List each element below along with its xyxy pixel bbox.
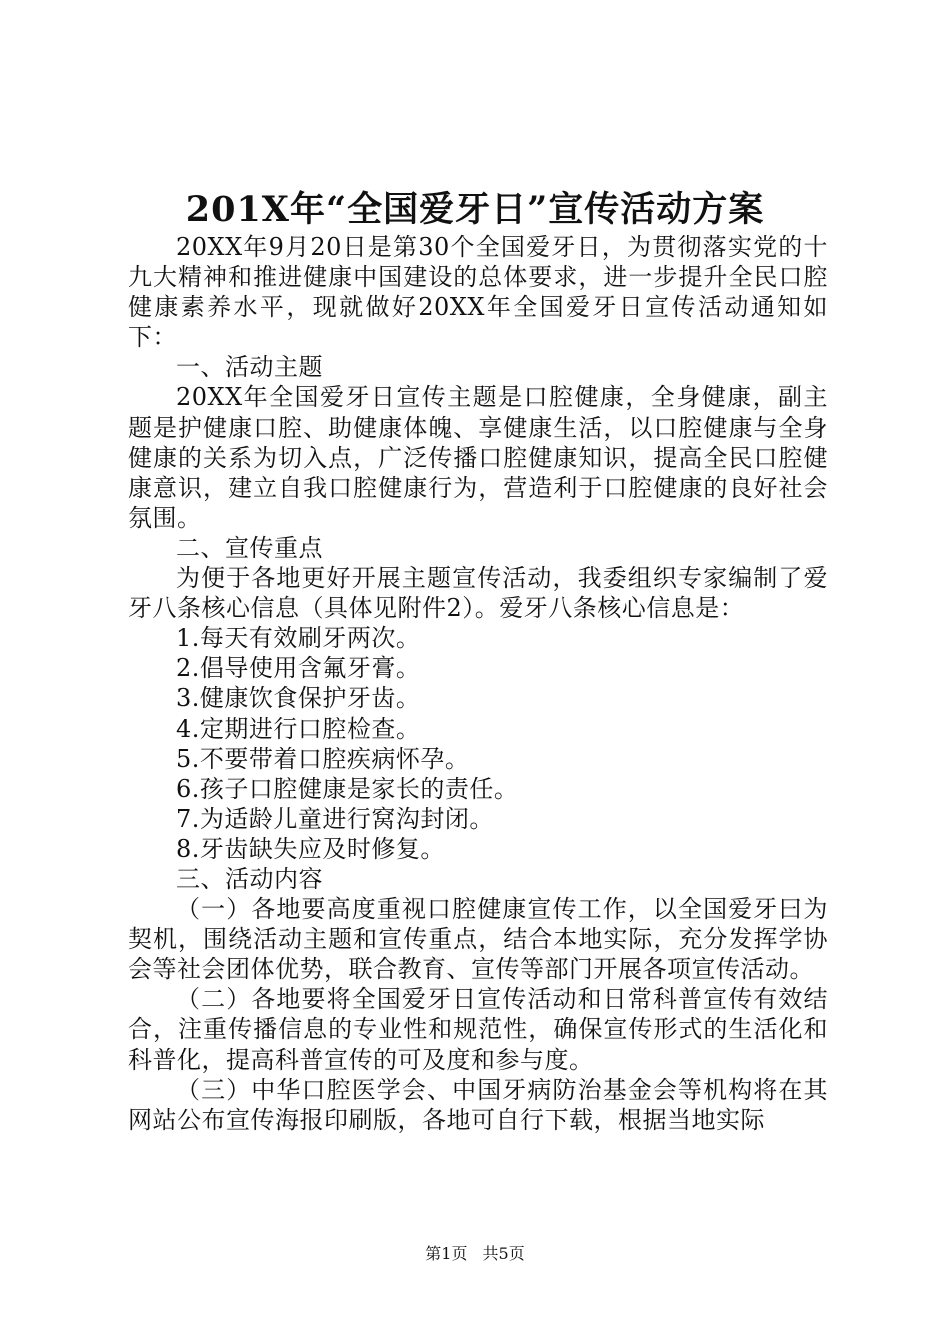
paragraph-content-2: （二）各地要将全国爱牙日宣传活动和日常科普宣传有效结合，注重传播信息的专业性和规范性，确保宣传形式的生活化和科普化，提高科普宣传的可及度和参与度。 <box>128 985 828 1074</box>
paragraph-content-3: （三）中华口腔医学会、中国牙病防治基金会等机构将在其网站公布宣传海报印刷版，各地可自行下载，根据当地实际 <box>128 1075 828 1134</box>
paragraph-content-1: （一）各地要高度重视口腔健康宣传工作，以全国爱牙曰为契机，围绕活动主题和宣传重点，结合本地实际，充分发挥学协会等社会团体优势，联合教育、宣传等部门开展各项宣传活动。 <box>128 895 828 984</box>
list-item: 2.倡导使用含氟牙膏。 <box>176 654 421 683</box>
list-item: 8.牙齿缺失应及时修复。 <box>176 834 445 863</box>
page-total: 共5页 <box>482 1244 525 1263</box>
document-title: 201X年“全国爱牙日”宣传活动方案 <box>185 189 765 230</box>
paragraph-intro: 20XX年9月20日是第30个全国爱牙日，为贯彻落实党的十九大精神和推进健康中国建设的总体要求，进一步提升全民口腔健康素养水平，现就做好20XX年全国爱牙日宣传活动通知如下： <box>128 233 828 352</box>
page-number: 第1页 <box>425 1244 468 1263</box>
list-item: 5.不要带着口腔疾病怀孕。 <box>176 744 470 773</box>
page-footer <box>0 1243 950 1265</box>
paragraph-focus: 为便于各地更好开展主题宣传活动，我委组织专家编制了爱牙八条核心信息（具体见附件2）。爱牙八条核心信息是： <box>128 564 828 623</box>
list-item: 3.健康饮食保护牙齿。 <box>176 684 421 713</box>
section-heading-focus: 二、宣传重点 <box>176 533 323 562</box>
document-body <box>128 232 828 1135</box>
list-item: 4.定期进行口腔检查。 <box>176 714 421 743</box>
section-heading-theme: 一、活动主题 <box>176 353 323 382</box>
section-heading-content: 三、活动内容 <box>176 864 323 893</box>
list-item: 7.为适龄儿童进行窝沟封闭。 <box>176 804 494 833</box>
list-item: 1.每天有效刷牙两次。 <box>176 624 421 653</box>
list-item: 6.孩子口腔健康是家长的责任。 <box>176 774 519 803</box>
paragraph-theme: 20XX年全国爱牙日宣传主题是口腔健康，全身健康，副主题是护健康口腔、助健康体魄、享健康生活，以口腔健康与全身健康的关系为切入点，广泛传播口腔健康知识，提高全民口腔健康意识，建立自我口腔健康行为，营造利于口腔健康的良好社会氛围。 <box>128 383 828 532</box>
